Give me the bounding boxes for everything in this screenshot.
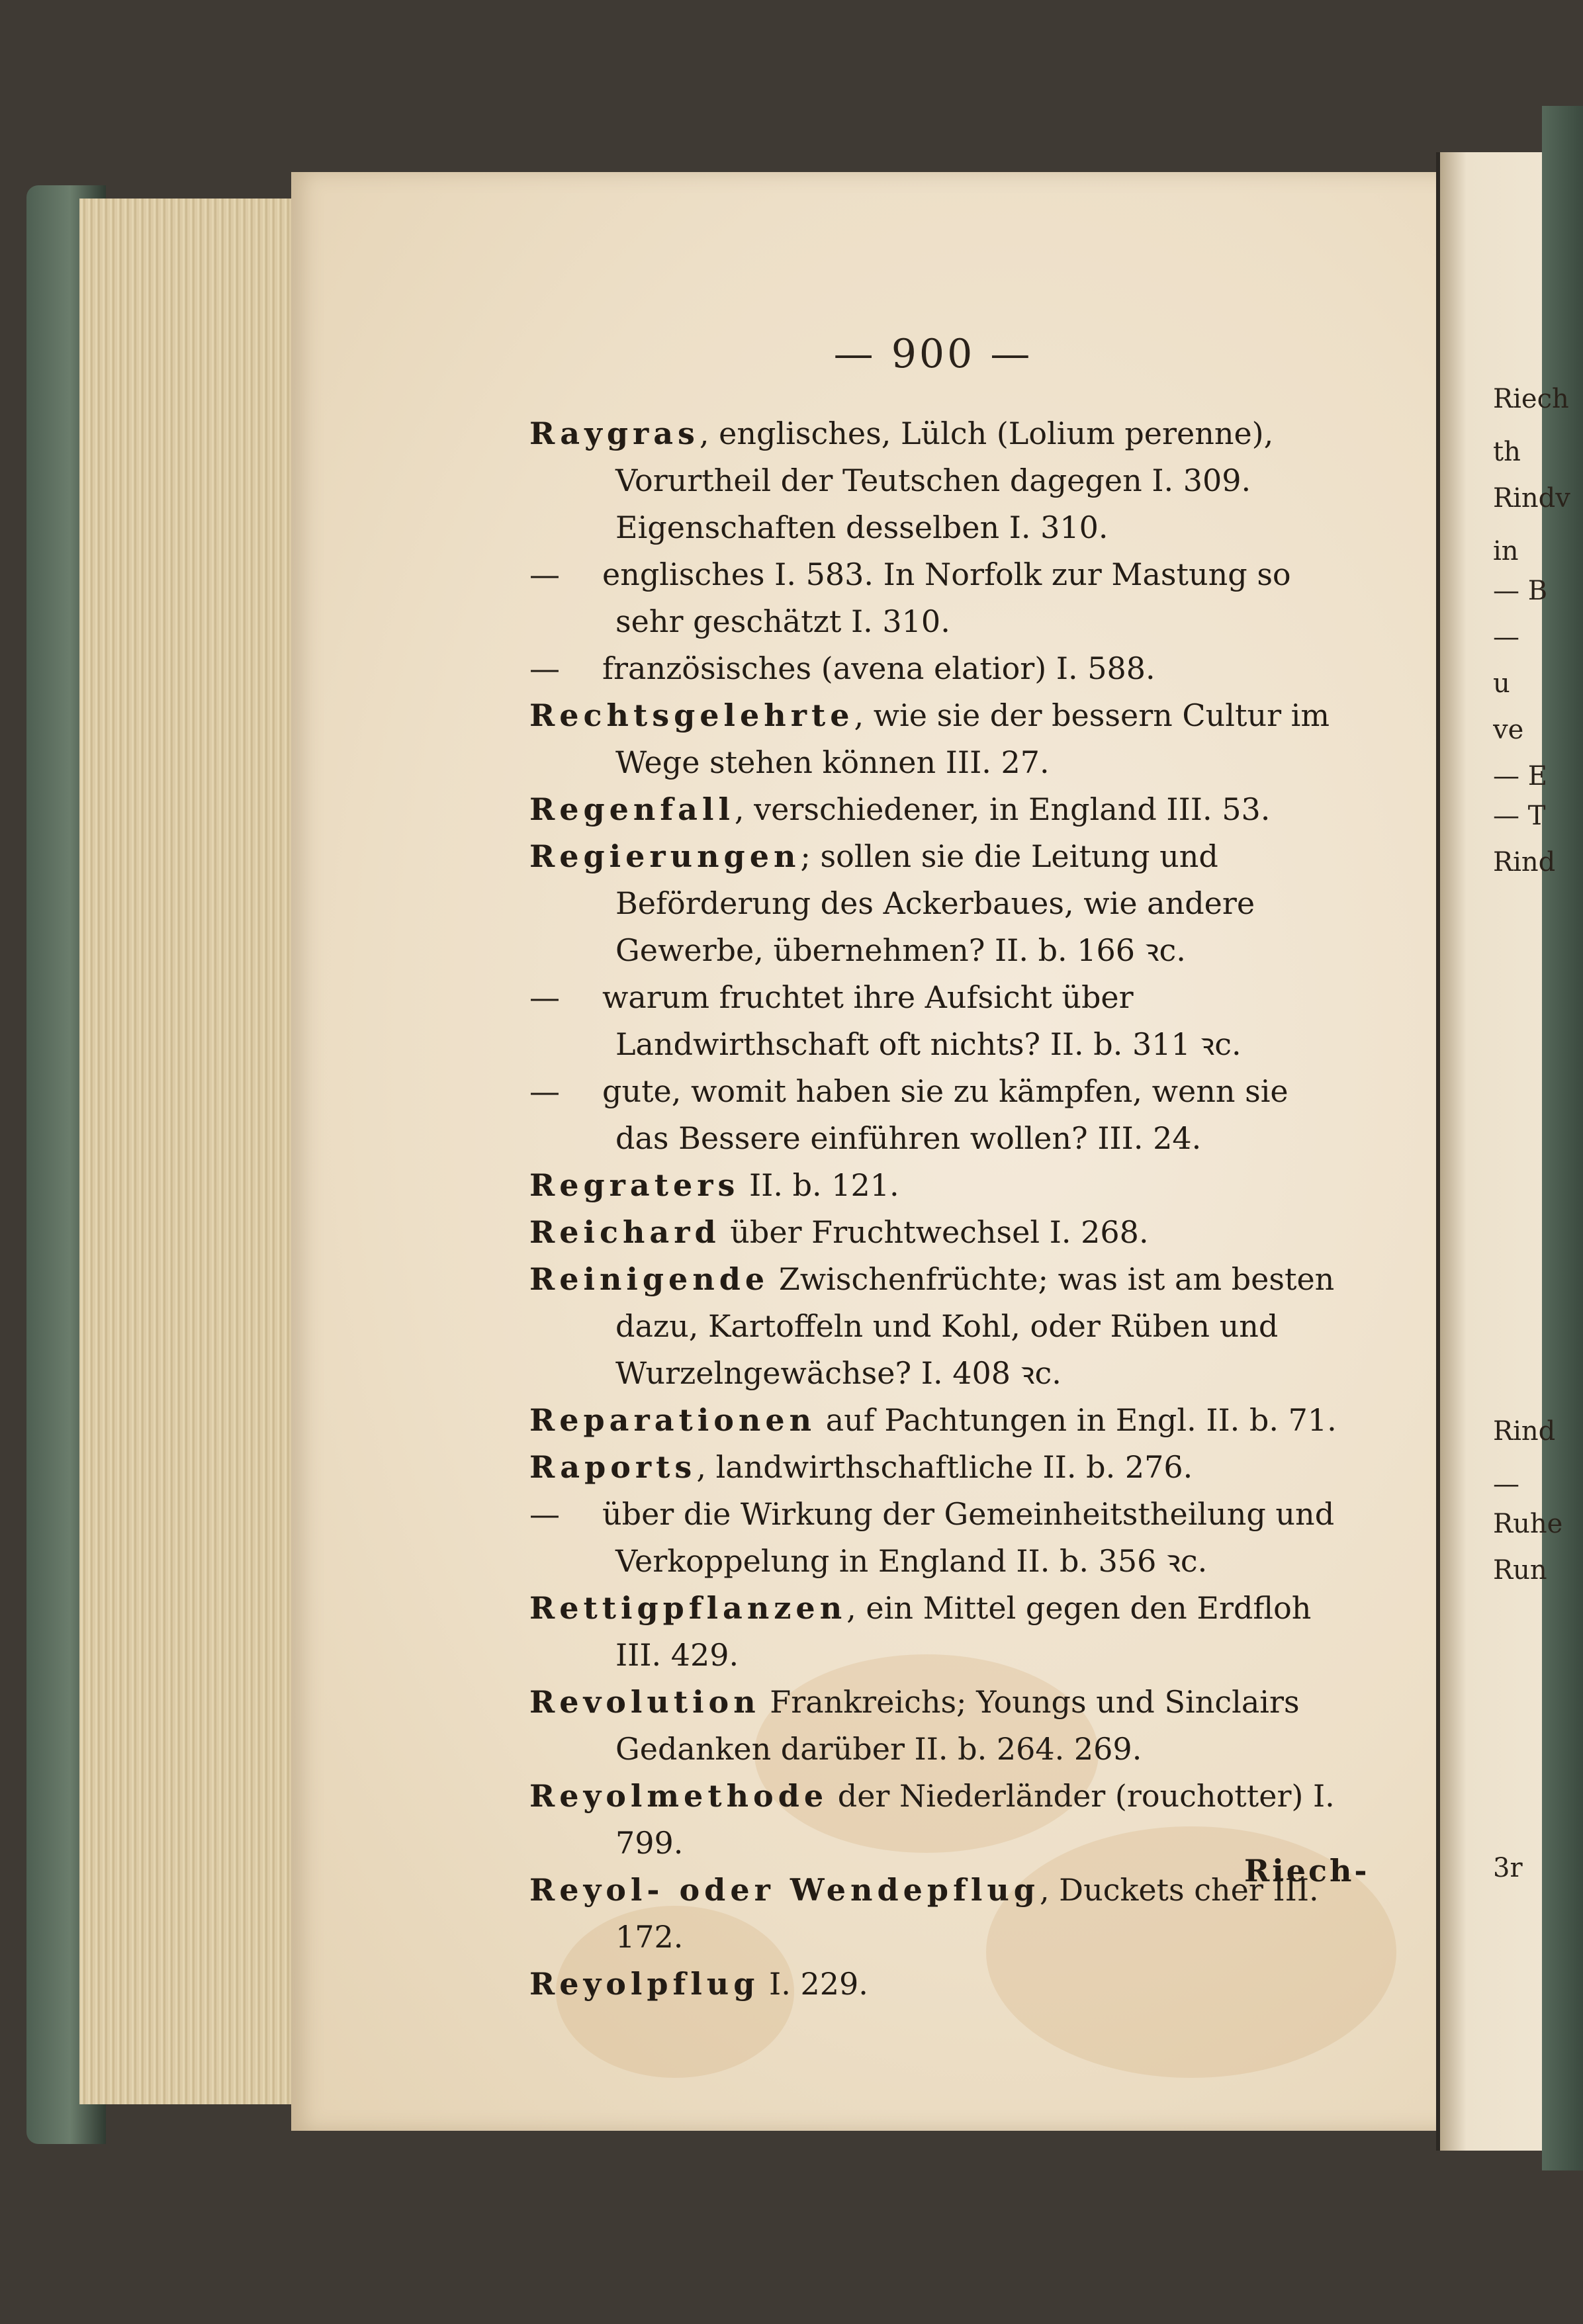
entry-headword: Reichard (529, 1214, 721, 1250)
entry-headword: Regenfall (529, 791, 735, 827)
index-entry (529, 786, 1343, 833)
page-edges (79, 199, 318, 2104)
facing-page-line: — T (1493, 801, 1546, 831)
entry-headword: Rechtsgelehrte (529, 697, 854, 733)
entry-text: , ein Mittel gegen den Erdfloh III. 429. (615, 1590, 1312, 1673)
repeat-dash: — (529, 979, 560, 1015)
facing-page-line: — E (1493, 761, 1547, 791)
entry-headword: Raygras (529, 416, 700, 451)
index-entry (529, 551, 1343, 645)
entry-text: warum fruchtet ihre Aufsicht über Landwirthschaft oft nichts? II. b. 311 ꝛc. (602, 979, 1242, 1062)
facing-page-line: 3r (1493, 1853, 1523, 1883)
entry-text: Frankreichs; Youngs und Sinclairs Gedanken darüber II. b. 264. 269. (615, 1684, 1300, 1767)
entry-text: , englisches, Lülch (Lolium perenne), Vorurtheil der Teutschen dagegen I. 309. Eigenschaften desselben I. 310. (615, 416, 1274, 545)
entry-text: der Niederländer (rouchotter) I. 799. (615, 1778, 1335, 1861)
entry-text: I. 229. (759, 1966, 868, 2002)
entry-headword: Rettigpflanzen (529, 1590, 847, 1626)
index-entry (529, 1397, 1343, 1444)
entry-text: über Fruchtwechsel I. 268. (720, 1214, 1149, 1250)
entry-text: französisches (avena elatior) I. 588. (602, 650, 1155, 686)
entry-headword: Reinigende (529, 1261, 770, 1297)
repeat-dash: — (529, 1496, 560, 1532)
index-entry (529, 1491, 1343, 1585)
facing-page-line: — (1493, 1469, 1519, 1499)
page-number: — 900 — (833, 331, 1033, 377)
entry-headword: Reyolmethode (529, 1778, 829, 1814)
index-entry (529, 1961, 1343, 2008)
facing-page-line: Ruhe (1493, 1509, 1563, 1539)
index-entries (529, 410, 1343, 2008)
facing-page-line: Riech (1493, 384, 1569, 414)
facing-page-line: — (1493, 622, 1519, 652)
repeat-dash: — (529, 650, 560, 686)
entry-text: , verschiedener, in England III. 53. (734, 791, 1271, 827)
entry-text: englisches I. 583. In Norfolk zur Mastung so sehr geschätzt I. 310. (602, 557, 1291, 639)
entry-text: , Duckets cher III. 172. (615, 1872, 1319, 1955)
entry-text: über die Wirkung der Gemeinheitstheilung und Verkoppelung in England II. b. 356 ꝛc. (602, 1496, 1335, 1579)
facing-page-line: — B (1493, 576, 1548, 606)
facing-page-line: Rindv (1493, 483, 1570, 514)
index-entry (529, 645, 1343, 692)
index-entry (529, 1256, 1343, 1397)
repeat-dash: — (529, 557, 560, 592)
index-entry (529, 833, 1343, 974)
entry-text: auf Pachtungen in Engl. II. b. 71. (816, 1402, 1337, 1438)
facing-page-line: Run (1493, 1555, 1547, 1586)
facing-page-line: u (1493, 668, 1510, 699)
index-entry (529, 1444, 1343, 1491)
index-entry (529, 974, 1343, 1068)
entry-headword: Regraters (529, 1167, 740, 1203)
index-entry (529, 410, 1343, 551)
index-entry (529, 1773, 1343, 1867)
index-entry (529, 1209, 1343, 1256)
index-entry (529, 1162, 1343, 1209)
index-entry (529, 1585, 1343, 1679)
entry-text: , wie sie der bessern Cultur im Wege stehen können III. 27. (615, 697, 1330, 780)
index-entry (529, 692, 1343, 786)
facing-page-line: Rind (1493, 1416, 1556, 1447)
entry-headword: Reyol- oder Wendepflug (529, 1872, 1040, 1908)
entry-text: gute, womit haben sie zu kämpfen, wenn sie das Bessere einführen wollen? III. 24. (602, 1073, 1289, 1156)
repeat-dash: — (529, 1073, 560, 1109)
index-entry (529, 1867, 1343, 1961)
entry-headword: Revolution (529, 1684, 760, 1720)
entry-text: ; sollen sie die Leitung und Beförderung des Ackerbaues, wie andere Gewerbe, übernehmen? II. b. 166 ꝛc. (615, 838, 1255, 968)
catchword: Riech- (1244, 1853, 1370, 1889)
entry-headword: Regierungen (529, 838, 801, 874)
entry-text: , landwirthschaftliche II. b. 276. (696, 1449, 1193, 1485)
entry-text: Zwischenfrüchte; was ist am besten dazu, Kartoffeln und Kohl, oder Rüben und Wurzelngewächse? I. 408 ꝛc. (615, 1261, 1335, 1391)
entry-headword: Reyolpflug (529, 1966, 760, 2002)
index-entry (529, 1068, 1343, 1162)
index-entry (529, 1679, 1343, 1773)
facing-page-line: ve (1493, 715, 1524, 745)
facing-page-line: in (1493, 536, 1519, 566)
facing-page-line: th (1493, 437, 1521, 467)
entry-text: II. b. 121. (739, 1167, 899, 1203)
facing-page-line: Rind (1493, 847, 1556, 877)
entry-headword: Raports (529, 1449, 697, 1485)
entry-headword: Reparationen (529, 1402, 817, 1438)
